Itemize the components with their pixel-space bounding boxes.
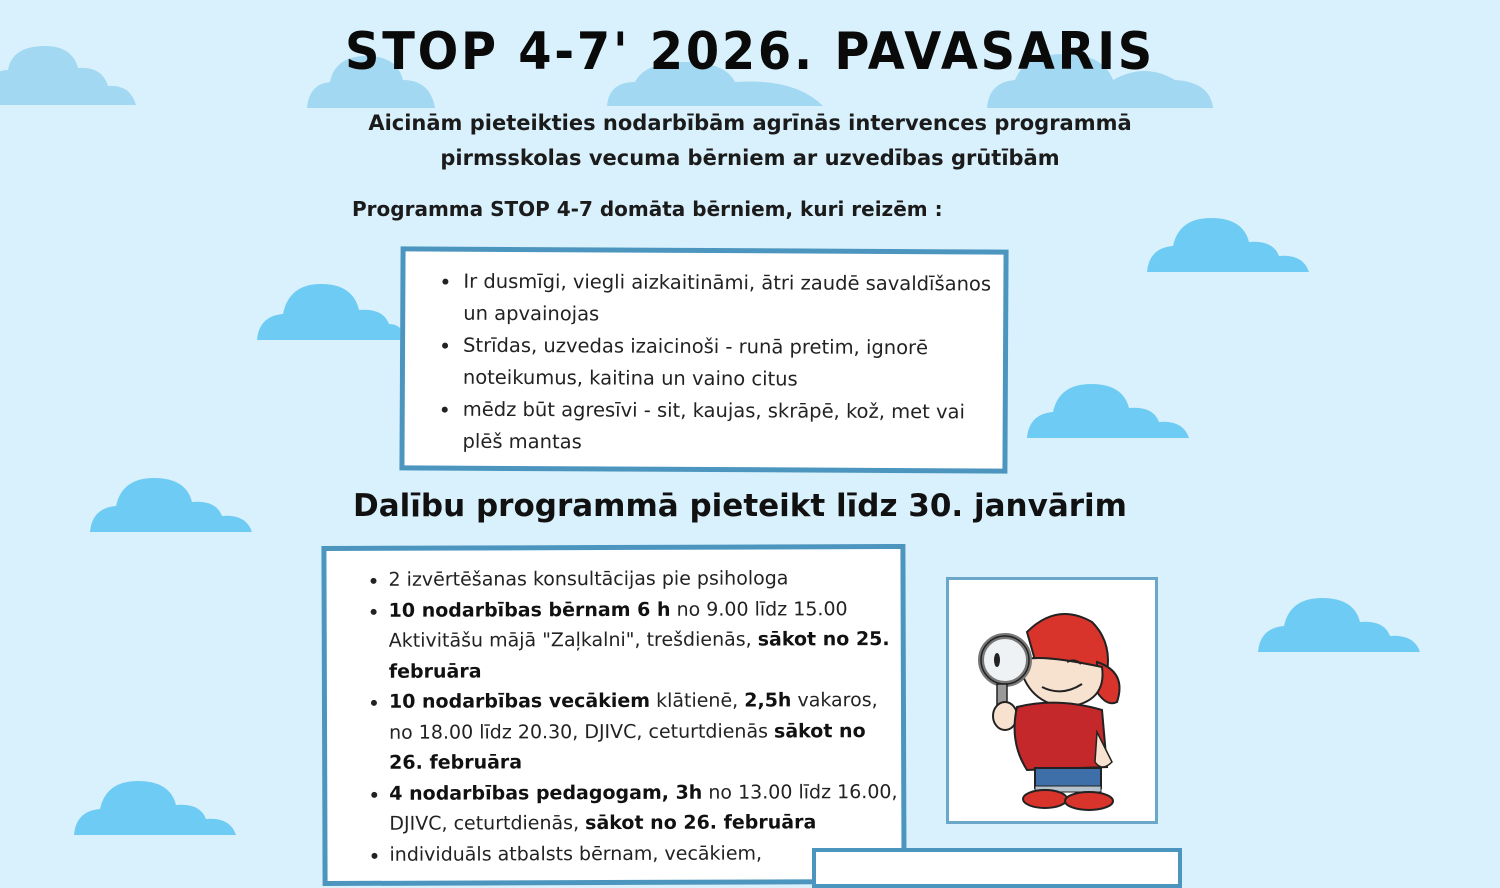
item-text: vakaros, no 18.00 līdz 20.30, DJIVC, ceturtdienās bbox=[389, 689, 878, 743]
item-text: individuāls atbalsts bērnam, vecākiem, bbox=[389, 842, 762, 865]
cloud-decoration bbox=[1025, 378, 1191, 440]
behaviors-list bbox=[404, 265, 1003, 460]
bottom-info-box bbox=[812, 848, 1182, 888]
illustration-frame bbox=[946, 577, 1158, 824]
page-title: STOP 4-7' 2026. PAVASARIS bbox=[60, 22, 1440, 82]
list-item: • mēdz būt agresīvi - sit, kaujas, skrāpē, kož, met vai plēš mantas bbox=[460, 394, 1002, 461]
item-text: no 9.00 līdz 15.00 Aktivitāšu mājā "Zaļkalni", trešdienās, bbox=[389, 598, 848, 652]
list-item bbox=[389, 685, 901, 778]
list-item: • Strīdas, uzvedas izaicinoši - runā pretim, ignorē noteikumus, kaitina un vaino citus bbox=[461, 330, 1003, 397]
cloud-decoration bbox=[255, 280, 405, 342]
item-text: no 13.00 līdz 16.00, DJIVC, ceturtdienās, bbox=[389, 781, 897, 835]
bold-text: sākot no 25. februāra bbox=[389, 628, 890, 682]
boy-with-magnifier-illustration bbox=[957, 592, 1147, 812]
bold-text: 2,5h bbox=[744, 689, 791, 711]
bold-text: sākot no 26. februāra bbox=[585, 811, 816, 834]
bold-text: 10 nodarbības bērnam 6 h bbox=[389, 598, 671, 621]
list-item bbox=[389, 593, 901, 686]
bold-text: 10 nodarbības vecākiem bbox=[389, 690, 650, 713]
behaviors-box bbox=[399, 246, 1008, 473]
intro-text: Programma STOP 4-7 domāta bērniem, kuri reizēm : bbox=[352, 197, 943, 221]
bold-text: sākot no 26. februāra bbox=[389, 720, 866, 774]
list-item: • Ir dusmīgi, viegli aizkaitināmi, ātri zaudē savaldīšanos un apvainojas bbox=[461, 266, 1003, 333]
subtitle-line-1: Aicinām pieteikties nodarbībām agrīnās intervences programmā bbox=[0, 106, 1500, 141]
item-text: 2 izvērtēšanas konsultācijas pie psihologa bbox=[388, 567, 788, 590]
cloud-decoration bbox=[1256, 592, 1422, 654]
list-item bbox=[389, 776, 901, 839]
item-text: klātienē, bbox=[650, 690, 744, 712]
list-item bbox=[388, 563, 900, 595]
program-list bbox=[326, 563, 901, 870]
subtitle bbox=[0, 106, 1500, 176]
cloud-decoration bbox=[1145, 212, 1311, 274]
program-box bbox=[321, 544, 906, 886]
bold-text: 4 nodarbības pedagogam, 3h bbox=[389, 781, 702, 804]
subtitle-line-2: pirmsskolas vecuma bērniem ar uzvedības grūtībām bbox=[0, 141, 1500, 176]
deadline-heading: Dalību programmā pieteikt līdz 30. janvārim bbox=[0, 488, 1480, 524]
cloud-decoration bbox=[72, 775, 238, 837]
